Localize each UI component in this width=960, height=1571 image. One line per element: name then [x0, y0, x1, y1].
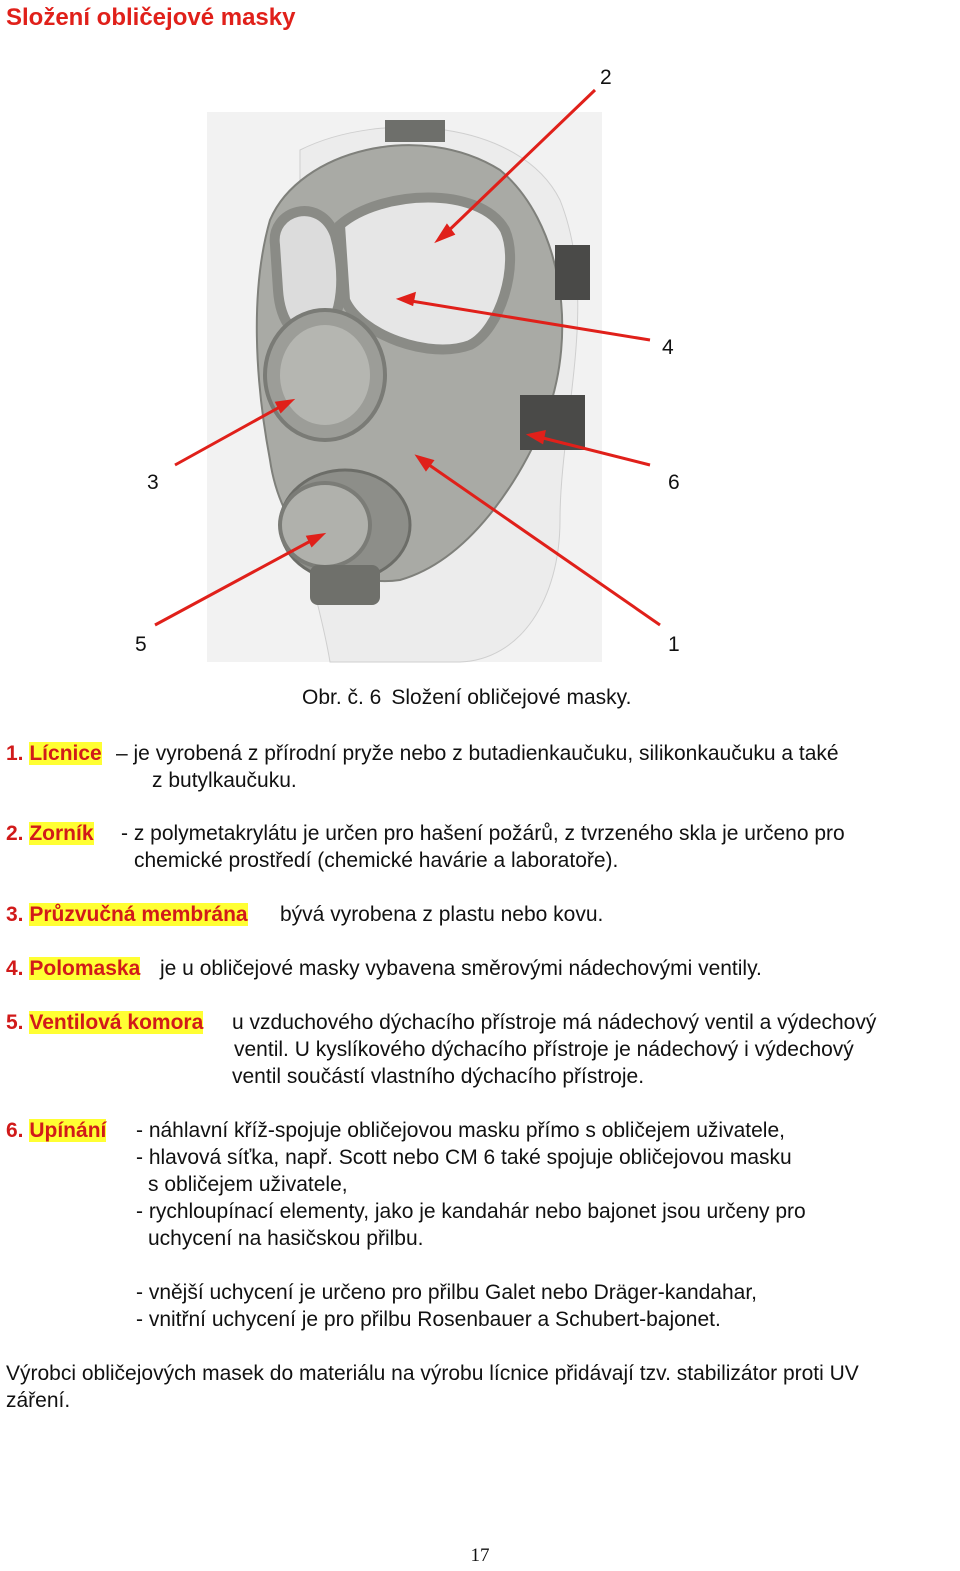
footer-paragraph-line: záření. [6, 1389, 71, 1412]
footer-paragraph-line: Výrobci obličejových masek do materiálu na výrobu lícnice přidávají tzv. stabilizátor proti UV [6, 1362, 859, 1385]
item-term: Lícnice [29, 742, 102, 765]
item-ventilova-komora [6, 1009, 203, 1036]
item-number: 2. [6, 822, 24, 845]
item-membrana [6, 901, 248, 928]
figure-caption [302, 686, 631, 710]
item-number: 5. [6, 1011, 24, 1034]
item-text-line: - z polymetakrylátu je určen pro hašení požárů, z tvrzeného skla je určeno pro [121, 822, 845, 845]
item-term: Ventilová komora [29, 1011, 204, 1034]
item-number: 3. [6, 903, 24, 926]
item-text-line: – je vyrobená z přírodní pryže nebo z butadienkaučuku, silikonkaučuku a také [116, 742, 839, 765]
item-licnice [6, 740, 102, 767]
figure-label-1: 1 [668, 633, 680, 656]
item-text-line: ventil. U kyslíkového dýchacího přístroje je nádechový i výdechový [234, 1038, 854, 1061]
item-term: Polomaska [29, 957, 141, 980]
item-text-line: z butylkaučuku. [152, 769, 297, 792]
item-text-line: - vnější uchycení je určeno pro přilbu Galet nebo Dräger-kandahar, [136, 1281, 758, 1304]
item-text-line: bývá vyrobena z plastu nebo kovu. [280, 903, 604, 926]
item-text-line: s obličejem uživatele, [148, 1173, 348, 1196]
figure-label-6: 6 [668, 471, 680, 494]
figure-label-3: 3 [147, 471, 159, 494]
figure-label-5: 5 [135, 633, 147, 656]
item-text-line: - rychloupínací elementy, jako je kandahár nebo bajonet jsou určeny pro [136, 1200, 806, 1223]
caption-text: Složení obličejové masky. [391, 686, 632, 709]
item-number: 1. [6, 742, 24, 765]
item-text-line: je u obličejové masky vybavena směrovými nádechovými ventily. [160, 957, 762, 980]
item-number: 4. [6, 957, 24, 980]
item-number: 6. [6, 1119, 24, 1142]
item-upinani [6, 1117, 106, 1144]
item-text-line: - hlavová síťka, např. Scott nebo CM 6 také spojuje obličejovou masku [136, 1146, 792, 1169]
item-term: Zorník [29, 822, 94, 845]
page-title: Složení obličejové masky [6, 4, 296, 31]
item-text-line: - náhlavní kříž-spojuje obličejovou masku přímo s obličejem uživatele, [136, 1119, 785, 1142]
item-term: Průzvučná membrána [29, 903, 248, 926]
item-zornik [6, 820, 94, 847]
item-polomaska [6, 955, 140, 982]
figure-label-2: 2 [600, 66, 612, 89]
item-text-line: uchycení na hasičskou přilbu. [148, 1227, 424, 1250]
item-text-line: chemické prostředí (chemické havárie a laboratoře). [134, 849, 619, 872]
item-text-line: ventil součástí vlastního dýchacího přístroje. [232, 1065, 645, 1088]
caption-prefix: Obr. č. 6 [302, 686, 382, 709]
item-text-line: - vnitřní uchycení je pro přilbu Rosenbauer a Schubert-bajonet. [136, 1308, 721, 1331]
page-number: 17 [470, 1545, 490, 1566]
item-term: Upínání [29, 1119, 107, 1142]
gas-mask-illustration [0, 60, 960, 680]
gas-mask-figure [0, 60, 960, 680]
figure-label-4: 4 [662, 336, 674, 359]
item-text-line: u vzduchového dýchacího přístroje má nádechový ventil a výdechový [232, 1011, 877, 1034]
